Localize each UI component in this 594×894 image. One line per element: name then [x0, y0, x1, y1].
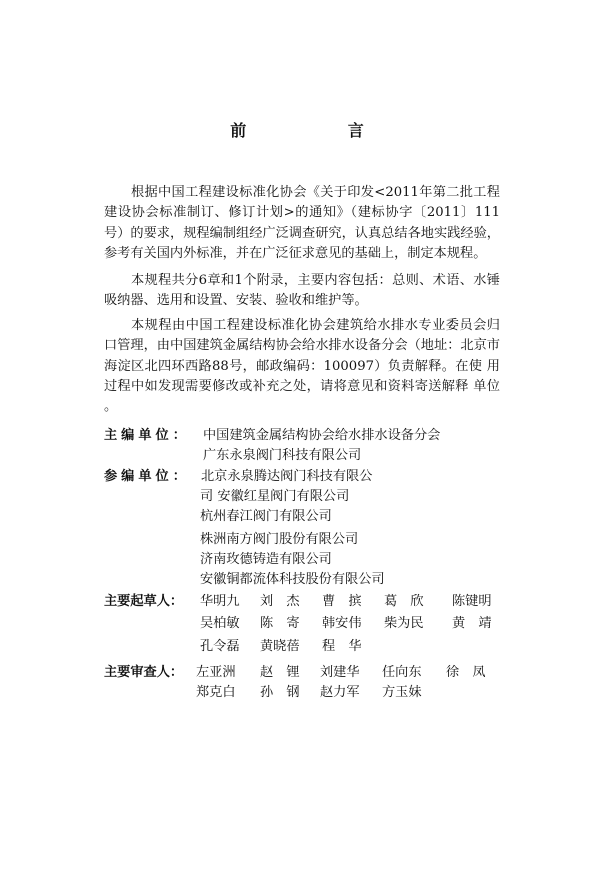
- reviewer-name: 徐 凤: [446, 665, 486, 680]
- reviewers-row-1: [196, 663, 486, 683]
- drafter-name: 程 华: [322, 639, 362, 654]
- chief-editor-label: 主编单位：: [104, 428, 190, 443]
- drafters-row-3: [200, 637, 362, 657]
- drafter-name: 孔令磊: [200, 639, 240, 654]
- intro-paragraph-1: 根据中国工程建设标准化协会《关于印发<2011年第二批工程建设协会标准制订、修订计划>的通知》（建标协字〔2011〕111号）的要求，规程编制组经广泛调查研究，认真总结各地实践经验，参考有关国内外标准，并在广泛征求意见的基础上，制定本规程。: [104, 185, 500, 261]
- page-title: 前 言: [230, 121, 412, 140]
- drafter-name: 黄晓蓓: [260, 639, 300, 654]
- participating-unit-3: 杭州春江阀门有限公司: [200, 509, 332, 524]
- drafter-name: 陈键明: [452, 594, 492, 609]
- reviewer-name: 刘建华: [320, 665, 360, 680]
- drafter-name: 陈 寄: [260, 616, 300, 631]
- reviewer-name: 任向东: [382, 665, 422, 680]
- chief-editor-unit-1: 中国建筑金属结构协会给水排水设备分会: [203, 428, 441, 443]
- drafter-name: 曹 摈: [322, 594, 362, 609]
- reviewer-name: 方玉妹: [382, 685, 422, 700]
- drafter-name: 华明九: [200, 594, 240, 609]
- chief-editor-label-row: [104, 426, 190, 448]
- reviewer-name: 左亚洲: [196, 665, 236, 680]
- participating-unit-2: 司 安徽红星阀门有限公司: [200, 489, 350, 504]
- participating-label-row: [104, 467, 190, 489]
- participating-unit-4: 株洲南方阀门股份有限公司: [200, 532, 359, 547]
- drafters-label-row: [104, 592, 183, 614]
- drafters-label: 主要起草人：: [104, 594, 184, 609]
- drafters-row-2: [200, 614, 492, 634]
- drafter-name: 吴柏敏: [200, 616, 240, 631]
- participating-label: 参编单位：: [104, 469, 190, 484]
- drafter-name: 刘 杰: [260, 594, 300, 609]
- drafter-name: 葛 欣: [384, 594, 424, 609]
- drafter-name: 黄 靖: [452, 616, 492, 631]
- participating-unit-1: 北京永泉腾达阀门科技有限公: [201, 469, 373, 484]
- reviewer-name: 孙 钢: [260, 685, 300, 700]
- intro-paragraph-3: 本规程由中国工程建设标准化协会建筑给水排水专业委员会归口管理，由中国建筑金属结构协会给水排水设备分会（地址：北京市海淀区北四环西路88号，邮政编码：100097）负责解释。在使 用过程中如发现需要修改或补充之处，请将意见和资料寄送解释 单位 。: [104, 318, 500, 415]
- intro-paragraph-2: 本规程共分6章和1个附录，主要内容包括：总则、术语、水锤 吸纳器、选用和设置、安装、验收和维护等。: [104, 273, 500, 309]
- drafter-name: 柴为民: [384, 616, 424, 631]
- reviewer-name: 赵力军: [320, 685, 360, 700]
- chief-editor-unit-2: 广东永泉阀门科技有限公司: [203, 448, 362, 463]
- reviewer-name: 郑克白: [196, 685, 236, 700]
- participating-unit-5: 济南玫德铸造有限公司: [200, 552, 332, 567]
- participating-unit-6: 安徽铜都流体科技股份有限公司: [200, 572, 385, 587]
- reviewers-label: 主要审查人：: [104, 665, 184, 680]
- reviewers-row-2: [196, 683, 422, 703]
- drafters-row-1: [200, 592, 492, 612]
- reviewer-name: 赵 锂: [260, 665, 300, 680]
- reviewers-label-row: [104, 663, 183, 685]
- drafter-name: 韩安伟: [322, 616, 362, 631]
